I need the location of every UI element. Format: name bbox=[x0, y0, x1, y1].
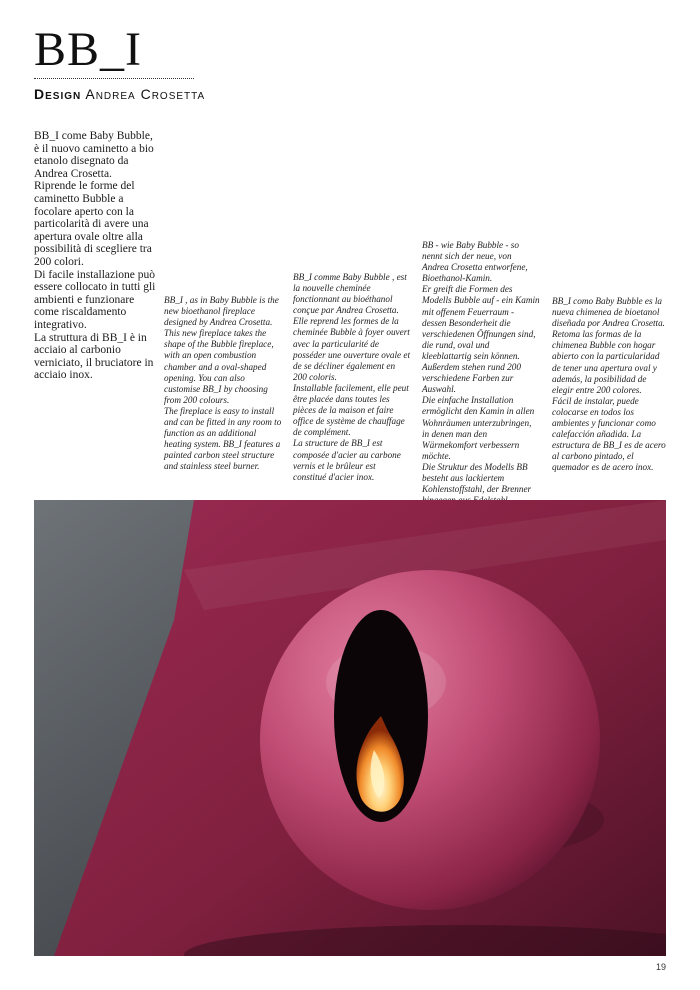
spanish-column bbox=[552, 296, 670, 474]
paragraph: La structure de BB_I est composée d'acier au carbone vernis et le brûleur est constitué d'acier inox. bbox=[293, 438, 401, 482]
fireplace-illustration bbox=[34, 500, 666, 956]
paragraph: Retoma las formas de la chimenea Bubble con hogar abierto con la particularidad de tener una apertura oval y además, la posibilidad de elegir entre 200 colores. bbox=[552, 329, 660, 395]
paragraph: BB_I , as in Baby Bubble is the new bioethanol fireplace designed by Andrea Crosetta. This new fireplace takes the shape of the Bubble fireplace, with an open combustion chamber and a oval-shaped opening. You can also customise BB_I by choosing from 200 colours. bbox=[164, 295, 279, 405]
paragraph: BB_I come Baby Bubble, è il nuovo caminetto a bio etanolo disegnato da Andrea Crosetta. Riprende le forme del caminetto Bubble a focolare aperto con la particolarità di avere una apertura ovale oltre alla possibilità di scegliere tra 200 colori. bbox=[34, 130, 154, 268]
paragraph: La struttura di BB_I è in acciaio al carbonio verniciato, il bruciatore in acciaio inox. bbox=[34, 331, 154, 382]
paragraph: Er greift die Formen des Modells Bubble auf - ein Kamin mit offenem Feuerraum - dessen Besonderheit die verschiedenen Öffnungen sind, die rund, oval und kleeblattartig sein können. Außerdem stehen rund 200 verschiedene Farben zur Auswahl. bbox=[422, 284, 540, 395]
paragraph: Die Struktur des Modells BB besteht aus lackiertem Kohlenstoffstahl, der Brenner bbox=[422, 461, 532, 495]
product-photo bbox=[34, 500, 666, 956]
paragraph: Die einfache Installation ermöglicht den Kamin in allen Wohnräumen unterzubringen, in denen man den Wärmekomfort verbessern möchte. bbox=[422, 395, 535, 461]
design-label: Design bbox=[34, 86, 82, 102]
italian-column bbox=[34, 130, 156, 382]
german-column bbox=[422, 240, 540, 506]
design-credit bbox=[34, 86, 205, 102]
paragraph: Di facile installazione può essere collocato in tutti gli ambienti e funzionare come riscaldamento integrativo. bbox=[34, 268, 156, 331]
paragraph: BB_I como Baby Bubble es la nueva chimenea de bioetanol diseñada por Andrea Crosetta. bbox=[552, 296, 665, 329]
title-divider bbox=[34, 78, 194, 79]
english-column bbox=[164, 295, 282, 473]
paragraph: BB - wie Baby Bubble - so nennt sich der neue, von Andrea Crosetta entworfene, Bioethanol-Kamin. bbox=[422, 240, 528, 284]
paragraph: BB_I comme Baby Bubble , est la nouvelle cheminée fonctionnant au bioéthanol conçue par Andrea Crosetta. Elle reprend les formes de la cheminée Bubble à foyer ouvert avec la particularité de posséder une ouverture ovale et de se décliner également en 200 coloris. bbox=[293, 272, 411, 382]
paragraph: Installable facilement, elle peut être placée dans toutes les pièces de la maison et faire office de système de chauffage de complément. bbox=[293, 382, 409, 438]
designer-name: Andrea Crosetta bbox=[85, 86, 206, 102]
paragraph: Fácil de instalar, puede colocarse en todos los ambientes y funcionar como calefacción añadida. La estructura de BB_I es de acero al carbono pintado, el quemador es de acero inox. bbox=[552, 395, 666, 473]
french-column bbox=[293, 272, 411, 483]
paragraph: The fireplace is easy to install and can be fitted in any room to function as an additional heating system. BB_I features a painted carbon steel structure and stainless steel burner. bbox=[164, 405, 282, 472]
page-number: 19 bbox=[655, 962, 666, 972]
page-title: BB_I bbox=[34, 23, 143, 76]
sphere-fireplace bbox=[260, 570, 600, 910]
